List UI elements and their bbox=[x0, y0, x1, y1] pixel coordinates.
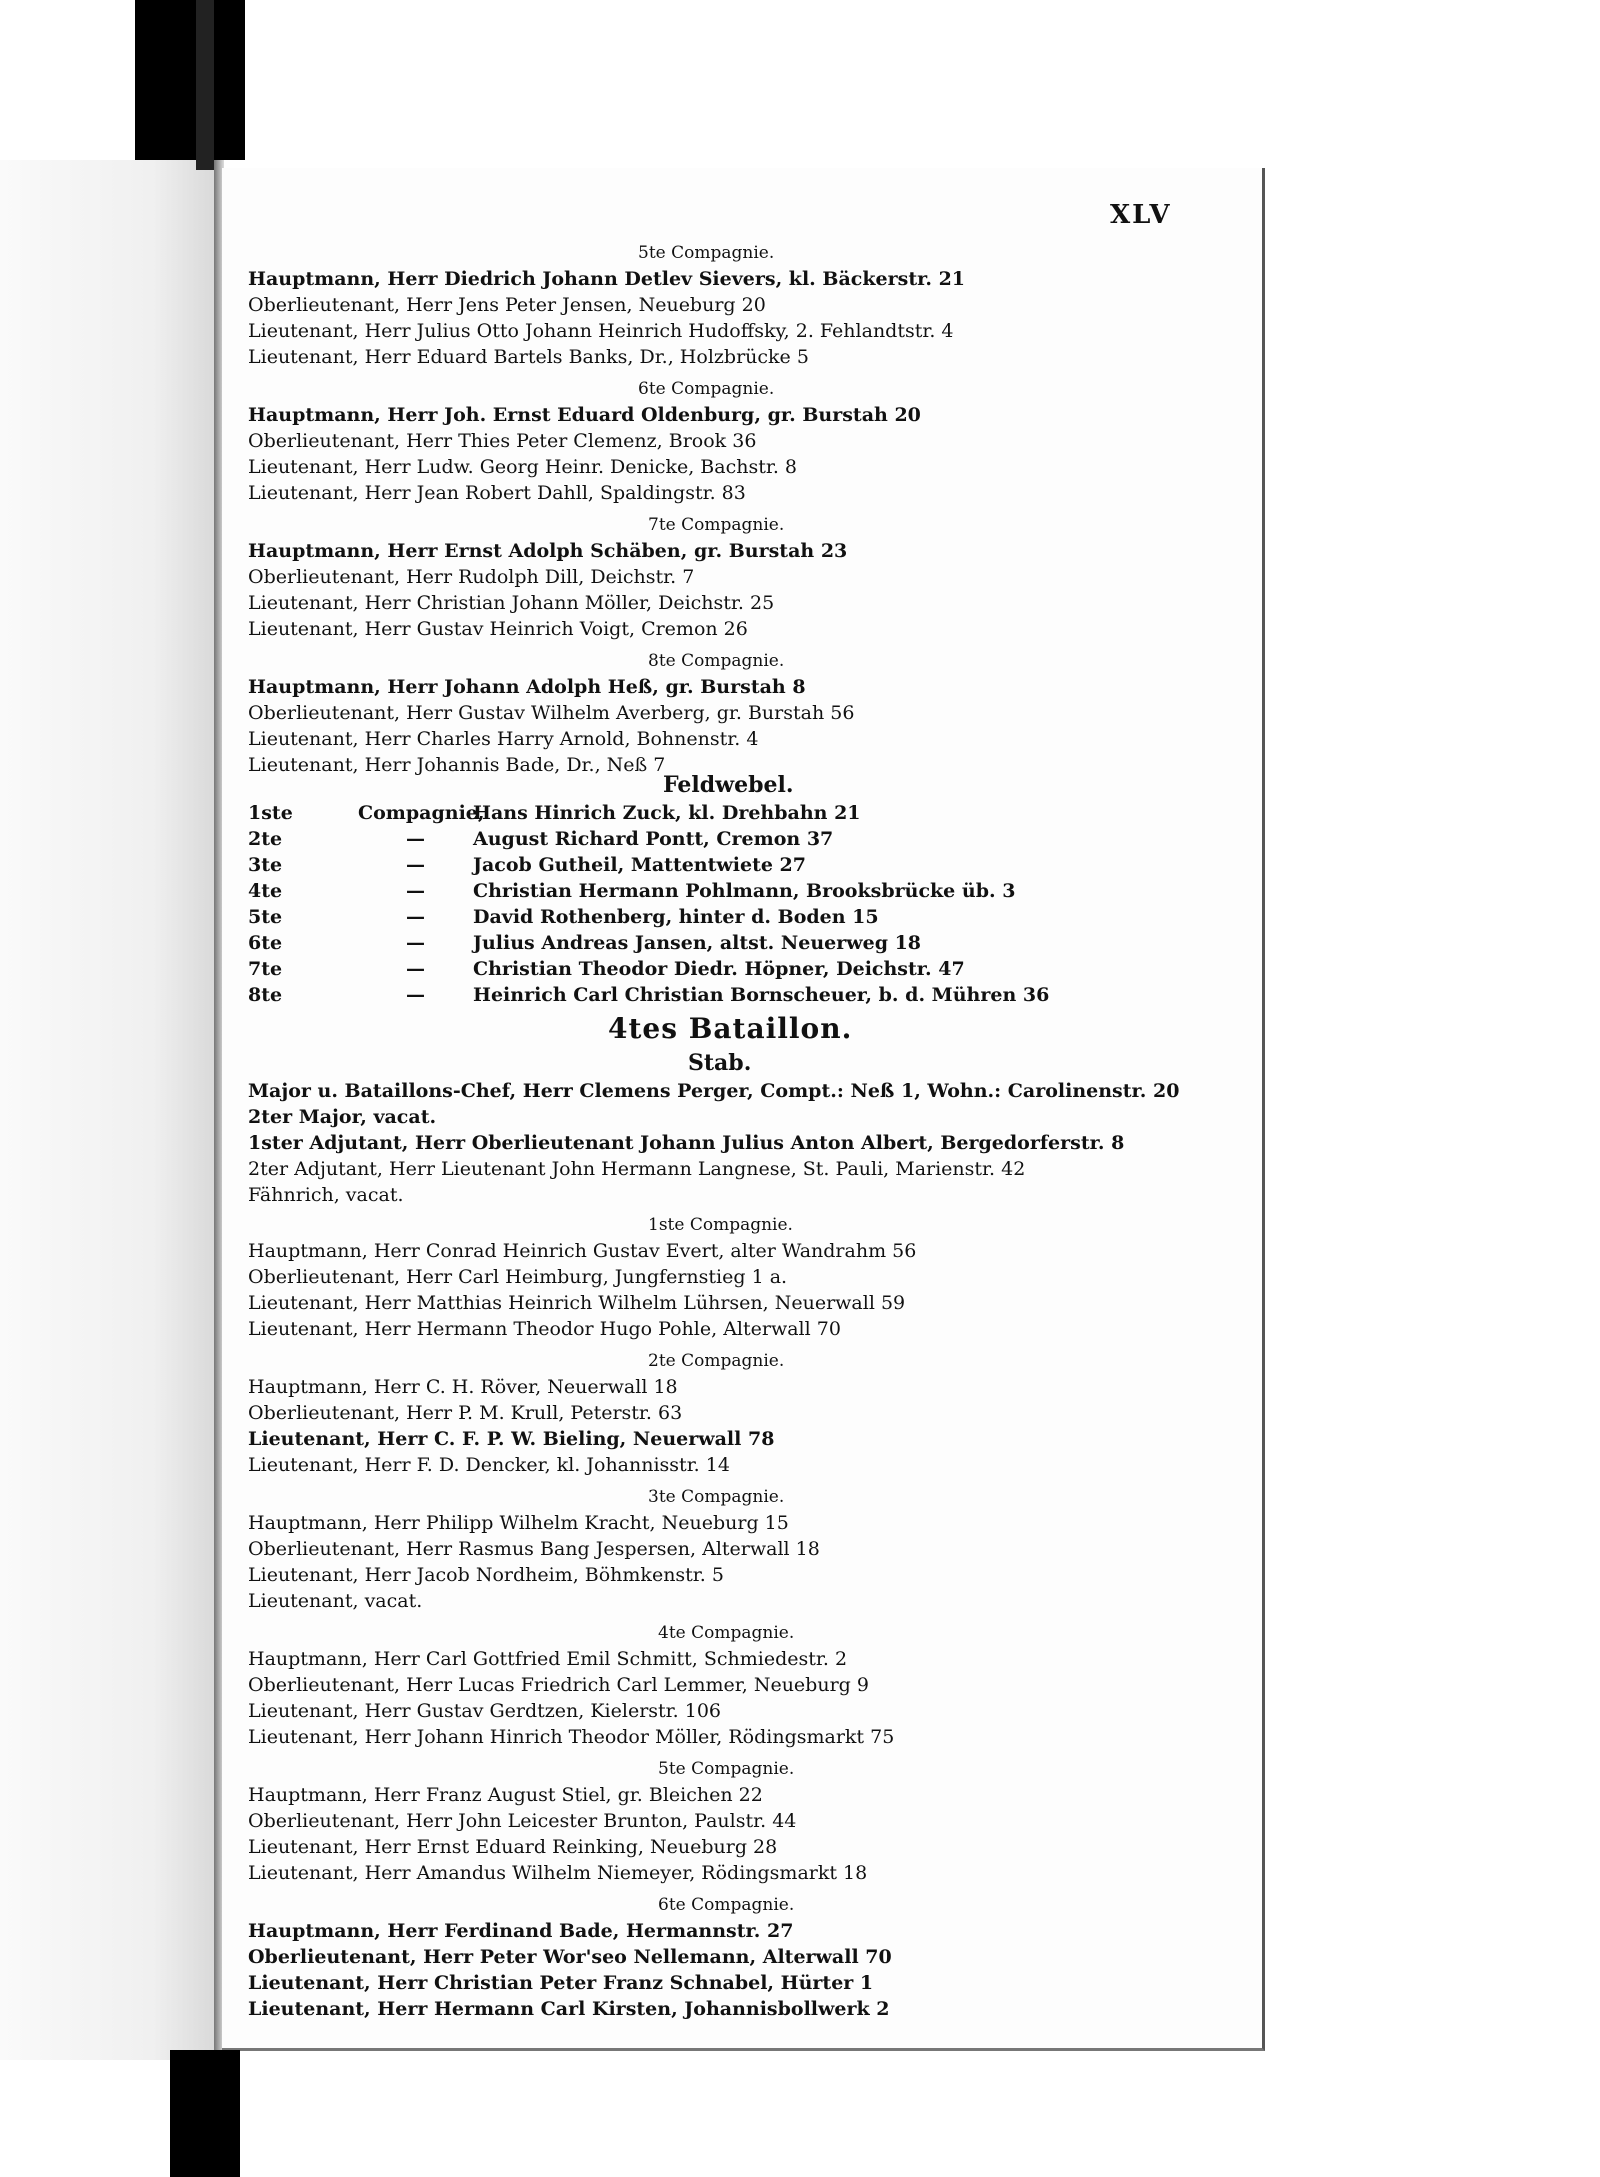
roster-line: Lieutenant, Herr Johannis Bade, Dr., Neß 7 bbox=[248, 754, 666, 776]
company-block bbox=[248, 512, 965, 642]
roster-line: Lieutenant, Herr F. D. Dencker, kl. Johannisstr. 14 bbox=[248, 1454, 730, 1476]
stab-title: Stab. bbox=[688, 1050, 752, 1076]
stab-line: 2ter Adjutant, Herr Lieutenant John Hermann Langnese, St. Pauli, Marienstr. 42 bbox=[248, 1158, 1026, 1180]
roster-line: Lieutenant, Herr Johann Hinrich Theodor Möller, Rödingsmarkt 75 bbox=[248, 1726, 895, 1748]
company-label: — bbox=[406, 828, 425, 850]
feldwebel-entry: Heinrich Carl Christian Bornscheuer, b. d. Mühren 36 bbox=[473, 984, 1050, 1006]
roster-line: Oberlieutenant, Herr John Leicester Brunton, Paulstr. 44 bbox=[248, 1810, 797, 1832]
feldwebel-row bbox=[248, 982, 1049, 1008]
company-block bbox=[248, 1212, 1179, 1342]
roster-line: Hauptmann, Herr Conrad Heinrich Gustav Evert, alter Wandrahm 56 bbox=[248, 1240, 917, 1262]
company-block bbox=[248, 1756, 1179, 1886]
company-heading: 3te Compagnie. bbox=[648, 1487, 785, 1507]
roster-line: Lieutenant, Herr Christian Peter Franz Schnabel, Hürter 1 bbox=[248, 1972, 874, 1994]
company-heading: 5te Compagnie. bbox=[638, 243, 775, 263]
battalion-title: 4tes Bataillon. bbox=[608, 1012, 853, 1045]
company-heading: 2te Compagnie. bbox=[648, 1351, 785, 1371]
roster-line: Oberlieutenant, Herr Gustav Wilhelm Averberg, gr. Burstah 56 bbox=[248, 702, 855, 724]
roster-line: Lieutenant, Herr Jean Robert Dahll, Spaldingstr. 83 bbox=[248, 482, 746, 504]
roster-line: Lieutenant, Herr Gustav Gerdtzen, Kielerstr. 106 bbox=[248, 1700, 722, 1722]
feldwebel-entry: Christian Theodor Diedr. Höpner, Deichstr. 47 bbox=[473, 958, 965, 980]
company-heading: 7te Compagnie. bbox=[648, 515, 785, 535]
company-block bbox=[248, 1484, 1179, 1614]
company-number: 3te bbox=[248, 854, 283, 876]
company-label: — bbox=[406, 984, 425, 1006]
section-title: Feldwebel. bbox=[663, 772, 794, 798]
roster-line: Hauptmann, Herr Joh. Ernst Eduard Oldenburg, gr. Burstah 20 bbox=[248, 404, 921, 426]
company-number: 2te bbox=[248, 828, 283, 850]
company-label: — bbox=[406, 958, 425, 980]
roster-line: Lieutenant, Herr Charles Harry Arnold, Bohnenstr. 4 bbox=[248, 728, 759, 750]
roster-line: Oberlieutenant, Herr Rudolph Dill, Deichstr. 7 bbox=[248, 566, 695, 588]
roster-line: Lieutenant, Herr Ludw. Georg Heinr. Denicke, Bachstr. 8 bbox=[248, 456, 798, 478]
stab-line: 1ster Adjutant, Herr Oberlieutenant Johann Julius Anton Albert, Bergedorferstr. 8 bbox=[248, 1132, 1125, 1154]
roster-line: Oberlieutenant, Herr Thies Peter Clemenz, Brook 36 bbox=[248, 430, 757, 452]
page-number: XLV bbox=[1110, 200, 1172, 230]
roster-line: Lieutenant, Herr Hermann Theodor Hugo Pohle, Alterwall 70 bbox=[248, 1318, 841, 1340]
feldwebel-entry: Julius Andreas Jansen, altst. Neuerweg 18 bbox=[473, 932, 922, 954]
roster-line: Lieutenant, Herr Christian Johann Möller, Deichstr. 25 bbox=[248, 592, 775, 614]
company-label: — bbox=[406, 854, 425, 876]
feldwebel-row bbox=[248, 826, 1049, 852]
roster-line: Lieutenant, Herr Ernst Eduard Reinking, Neueburg 28 bbox=[248, 1836, 778, 1858]
roster-line: Oberlieutenant, Herr Carl Heimburg, Jungfernstieg 1 a. bbox=[248, 1266, 788, 1288]
scan-tab bbox=[196, 0, 214, 170]
roster-line: Hauptmann, Herr C. H. Röver, Neuerwall 18 bbox=[248, 1376, 678, 1398]
company-label: — bbox=[406, 880, 425, 902]
feldwebel-entry: Christian Hermann Pohlmann, Brooksbrücke üb. 3 bbox=[473, 880, 1016, 902]
company-number: 5te bbox=[248, 906, 283, 928]
roster-line: Oberlieutenant, Herr P. M. Krull, Peterstr. 63 bbox=[248, 1402, 683, 1424]
roster-line: Oberlieutenant, Herr Rasmus Bang Jespersen, Alterwall 18 bbox=[248, 1538, 820, 1560]
roster-line: Lieutenant, Herr Julius Otto Johann Heinrich Hudoffsky, 2. Fehlandtstr. 4 bbox=[248, 320, 954, 342]
feldwebel-section bbox=[248, 770, 1049, 1008]
roster-line: Lieutenant, Herr Jacob Nordheim, Böhmkenstr. 5 bbox=[248, 1564, 724, 1586]
feldwebel-row bbox=[248, 956, 1049, 982]
company-block bbox=[248, 240, 965, 370]
company-number: 7te bbox=[248, 958, 283, 980]
roster-line: Hauptmann, Herr Ernst Adolph Schäben, gr. Burstah 23 bbox=[248, 540, 848, 562]
company-block bbox=[248, 1892, 1179, 2022]
feldwebel-entry: Jacob Gutheil, Mattentwiete 27 bbox=[473, 854, 806, 876]
roster-line: Hauptmann, Herr Philipp Wilhelm Kracht, Neueburg 15 bbox=[248, 1512, 789, 1534]
roster-line: Lieutenant, Herr Hermann Carl Kirsten, Johannisbollwerk 2 bbox=[248, 1998, 890, 2020]
roster-line: Lieutenant, Herr Eduard Bartels Banks, Dr., Holzbrücke 5 bbox=[248, 346, 809, 368]
company-block bbox=[248, 376, 965, 506]
roster-line: Oberlieutenant, Herr Lucas Friedrich Carl Lemmer, Neueburg 9 bbox=[248, 1674, 869, 1696]
company-number: 6te bbox=[248, 932, 283, 954]
company-heading: 4te Compagnie. bbox=[658, 1623, 795, 1643]
company-heading: 6te Compagnie. bbox=[658, 1895, 795, 1915]
battalion-3-companies bbox=[248, 240, 965, 778]
stab-line: Major u. Bataillons-Chef, Herr Clemens Perger, Compt.: Neß 1, Wohn.: Carolinenstr. 20 bbox=[248, 1080, 1180, 1102]
company-heading: 8te Compagnie. bbox=[648, 651, 785, 671]
scan-border-top bbox=[135, 0, 245, 160]
company-heading: 6te Compagnie. bbox=[638, 379, 775, 399]
roster-line: Hauptmann, Herr Ferdinand Bade, Hermannstr. 27 bbox=[248, 1920, 794, 1942]
feldwebel-row bbox=[248, 904, 1049, 930]
roster-line: Hauptmann, Herr Franz August Stiel, gr. Bleichen 22 bbox=[248, 1784, 763, 1806]
roster-line: Oberlieutenant, Herr Peter Wor'seo Nellemann, Alterwall 70 bbox=[248, 1946, 892, 1968]
roster-line: Lieutenant, Herr Amandus Wilhelm Niemeyer, Rödingsmarkt 18 bbox=[248, 1862, 868, 1884]
company-block bbox=[248, 1348, 1179, 1478]
feldwebel-entry: David Rothenberg, hinter d. Boden 15 bbox=[473, 906, 879, 928]
company-heading: 5te Compagnie. bbox=[658, 1759, 795, 1779]
feldwebel-row bbox=[248, 930, 1049, 956]
roster-line: Lieutenant, Herr Matthias Heinrich Wilhelm Lührsen, Neuerwall 59 bbox=[248, 1292, 906, 1314]
feldwebel-row bbox=[248, 878, 1049, 904]
feldwebel-entry: August Richard Pontt, Cremon 37 bbox=[473, 828, 834, 850]
company-number: 4te bbox=[248, 880, 283, 902]
company-number: 8te bbox=[248, 984, 283, 1006]
stab-line: Fähnrich, vacat. bbox=[248, 1184, 404, 1206]
company-number: 1ste bbox=[248, 802, 293, 824]
feldwebel-row bbox=[248, 800, 1049, 826]
roster-line: Hauptmann, Herr Diedrich Johann Detlev Sievers, kl. Bäckerstr. 21 bbox=[248, 268, 966, 290]
company-label: — bbox=[406, 932, 425, 954]
feldwebel-entry: Hans Hinrich Zuck, kl. Drehbahn 21 bbox=[473, 802, 861, 824]
roster-line: Oberlieutenant, Herr Jens Peter Jensen, Neueburg 20 bbox=[248, 294, 766, 316]
facing-page bbox=[0, 160, 218, 2060]
roster-line: Lieutenant, Herr C. F. P. W. Bieling, Neuerwall 78 bbox=[248, 1428, 775, 1450]
company-block bbox=[248, 648, 965, 778]
roster-line: Lieutenant, Herr Gustav Heinrich Voigt, Cremon 26 bbox=[248, 618, 748, 640]
roster-line: Hauptmann, Herr Carl Gottfried Emil Schmitt, Schmiedestr. 2 bbox=[248, 1648, 848, 1670]
company-heading: 1ste Compagnie. bbox=[648, 1215, 793, 1235]
company-label: Compagnie, bbox=[358, 802, 485, 824]
roster-line: Lieutenant, vacat. bbox=[248, 1590, 423, 1612]
roster-line: Hauptmann, Herr Johann Adolph Heß, gr. Burstah 8 bbox=[248, 676, 806, 698]
battalion-4-section bbox=[248, 1010, 1179, 2022]
company-label: — bbox=[406, 906, 425, 928]
scan-border-bottom bbox=[170, 2050, 240, 2177]
feldwebel-row bbox=[248, 852, 1049, 878]
stab-line: 2ter Major, vacat. bbox=[248, 1106, 437, 1128]
company-block bbox=[248, 1620, 1179, 1750]
